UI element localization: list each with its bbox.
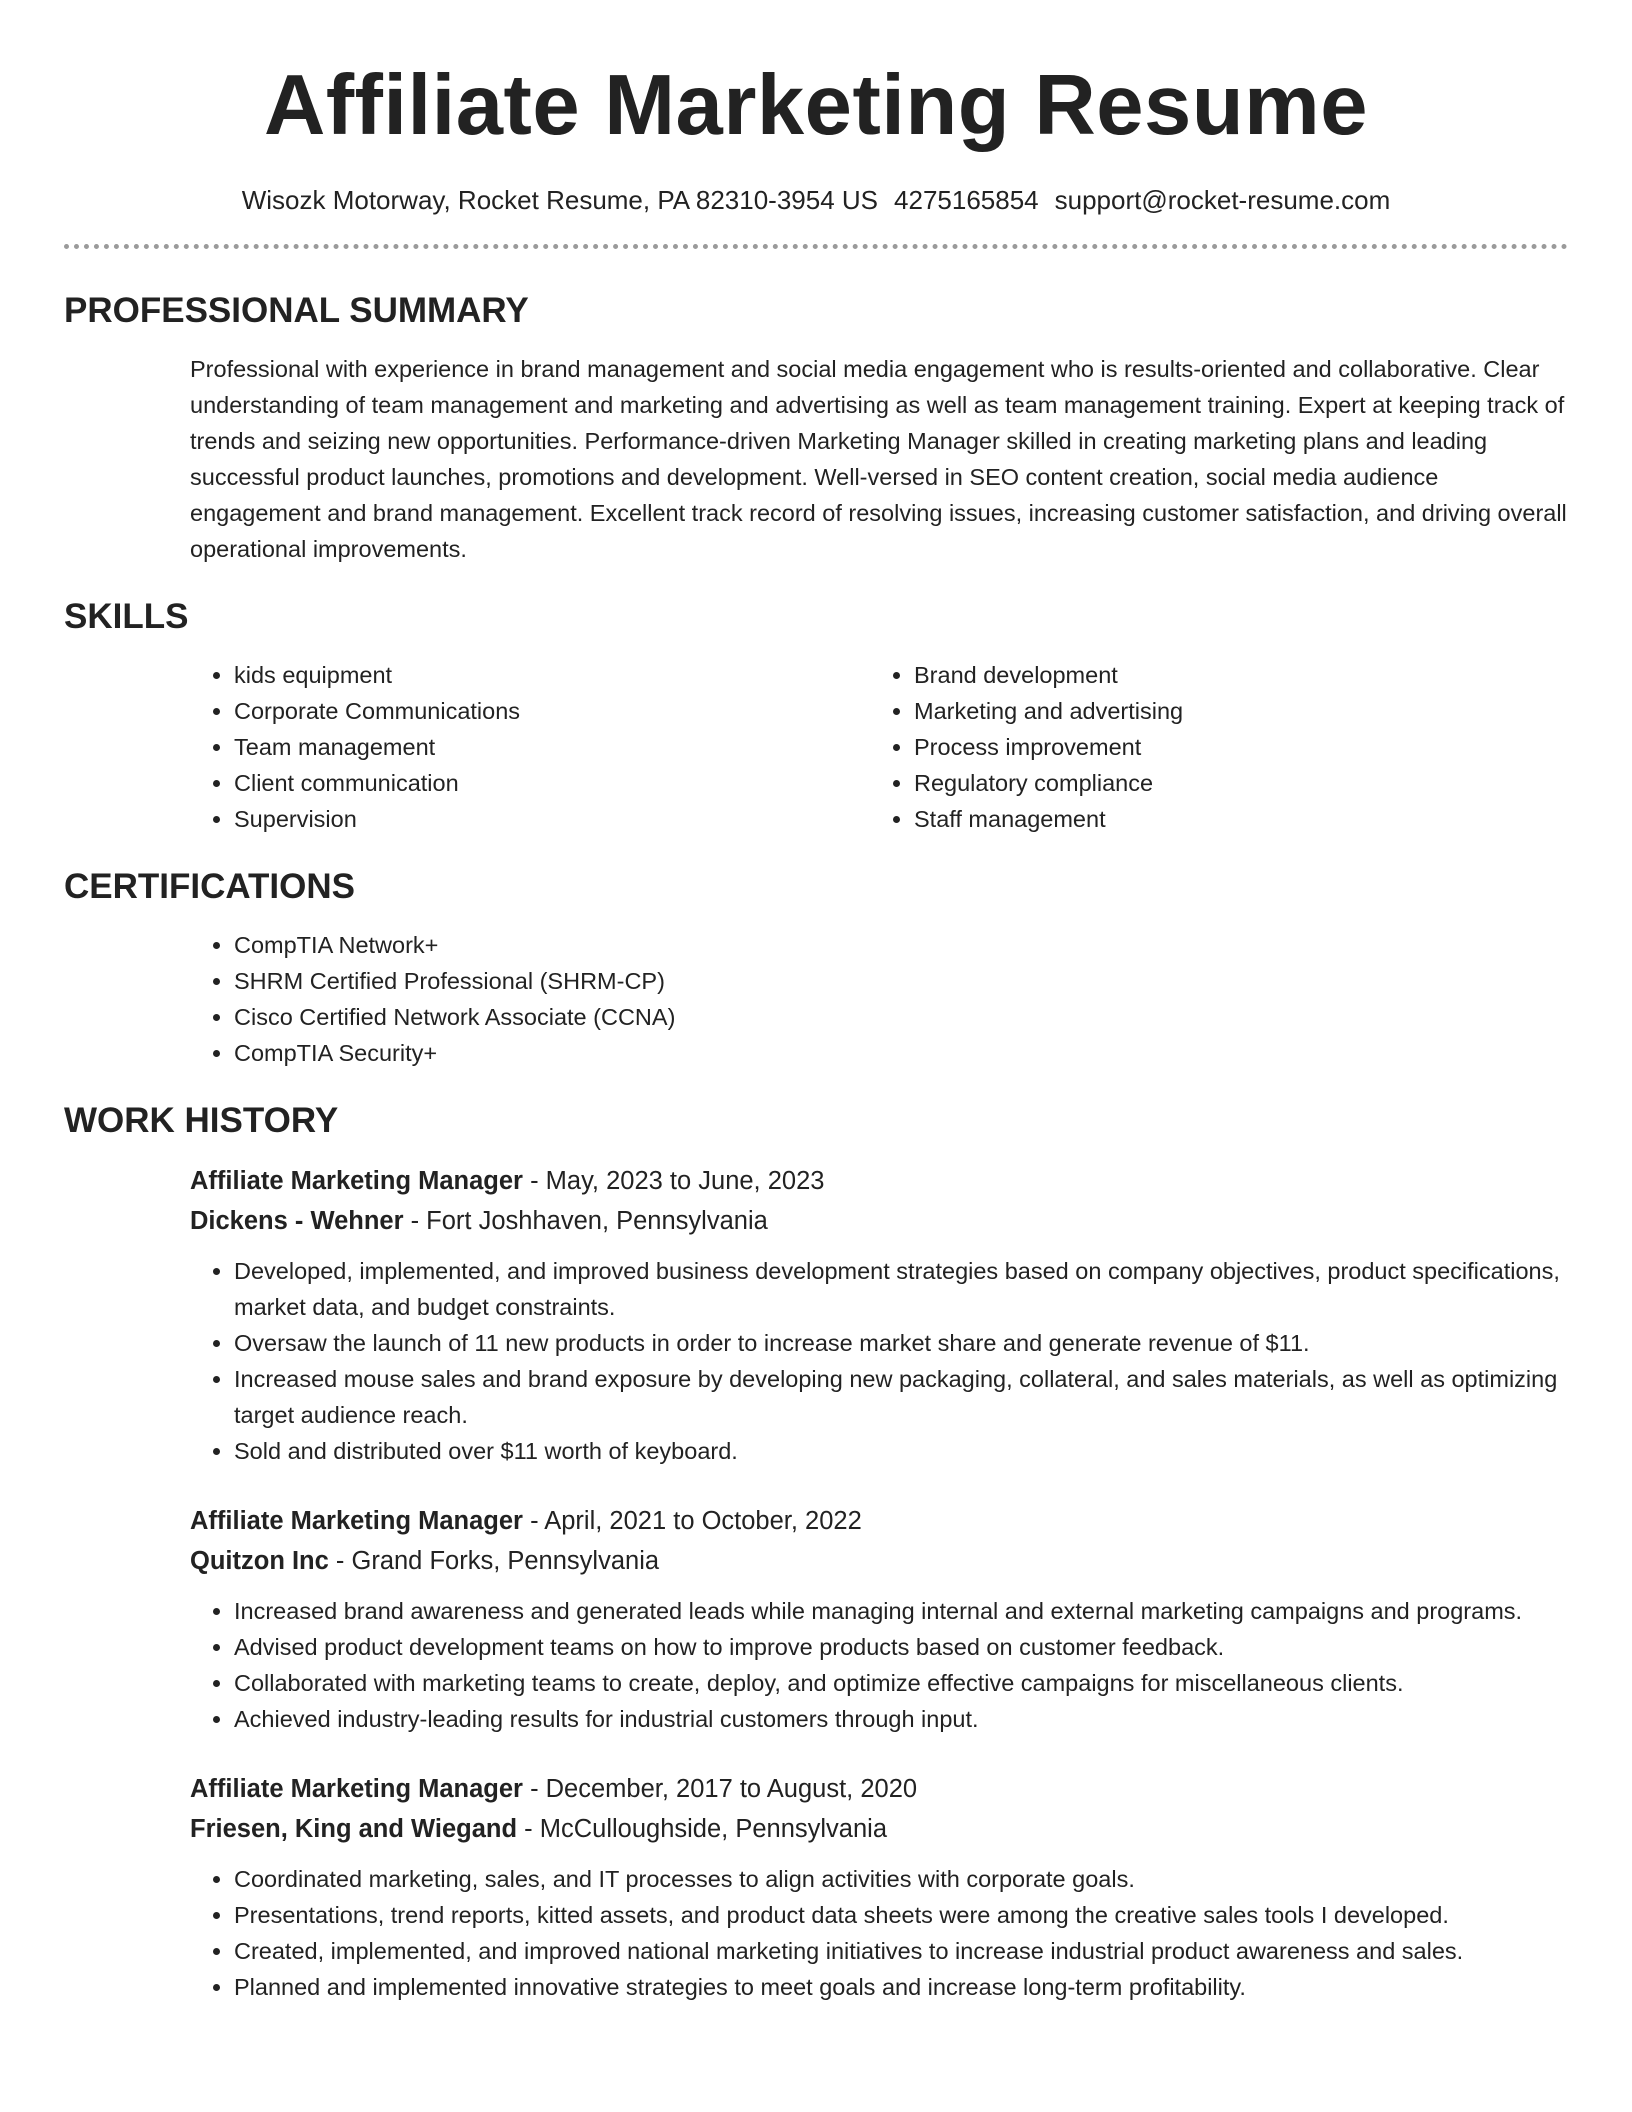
job-location: - Grand Forks, Pennsylvania <box>328 1547 660 1575</box>
certification-item: • CompTIA Security+ <box>234 1035 1568 1071</box>
section-heading-skills: SKILLS <box>64 597 189 636</box>
job-bullet: • Presentations, trend reports, kitted assets, and product data sheets were among the creative sales tools I developed. <box>234 1897 1568 1933</box>
skill-item: • Staff management <box>914 801 1568 837</box>
job-company: Friesen, King and Wiegand <box>190 1815 518 1843</box>
job-bullet: • Developed, implemented, and improved business development strategies based on company objectives, product specifications, market data, and budget constraints. <box>234 1253 1568 1325</box>
job-bullet: • Increased brand awareness and generated leads while managing internal and external marketing campaigns and programs. <box>234 1593 1568 1629</box>
job-bullet: • Collaborated with marketing teams to create, deploy, and optimize effective campaigns for miscellaneous clients. <box>234 1665 1568 1701</box>
skill-item: • Client communication <box>234 765 870 801</box>
certifications-section <box>64 865 1568 1071</box>
job-title: Affiliate Marketing Manager <box>190 1507 523 1535</box>
section-heading-work-history: WORK HISTORY <box>64 1101 339 1140</box>
job-bullet: • Sold and distributed over $11 worth of keyboard. <box>234 1433 1568 1469</box>
summary-section <box>64 289 1568 567</box>
skills-section <box>64 595 1568 837</box>
skills-list-right <box>870 657 1568 837</box>
job-company-line <box>190 1541 1568 1581</box>
job-dates: - April, 2021 to October, 2022 <box>522 1507 862 1535</box>
certification-item: • SHRM Certified Professional (SHRM-CP) <box>234 963 1568 999</box>
certification-item: • CompTIA Network+ <box>234 927 1568 963</box>
job-bullets <box>190 1593 1568 1737</box>
skill-item: • kids equipment <box>234 657 870 693</box>
contact-email[interactable]: support@rocket-resume.com <box>1054 185 1391 215</box>
skills-list-left <box>190 657 870 837</box>
skill-item: • Regulatory compliance <box>914 765 1568 801</box>
resume-title: Affiliate Marketing Resume <box>263 58 1369 153</box>
job-title-line <box>190 1501 1568 1541</box>
skill-item: • Team management <box>234 729 870 765</box>
skill-item: • Marketing and advertising <box>914 693 1568 729</box>
job-location: - Fort Joshhaven, Pennsylvania <box>403 1207 768 1235</box>
job-location: - McCulloughside, Pennsylvania <box>517 1815 887 1843</box>
skill-item: • Brand development <box>914 657 1568 693</box>
contact-phone: 4275165854 <box>894 185 1039 215</box>
job-entry <box>190 1769 1568 2005</box>
job-bullet: • Planned and implemented innovative strategies to meet goals and increase long-term profitability. <box>234 1969 1568 2005</box>
job-entry <box>190 1501 1568 1737</box>
job-bullet: • Coordinated marketing, sales, and IT processes to align activities with corporate goals. <box>234 1861 1568 1897</box>
job-bullets <box>190 1253 1568 1469</box>
job-bullet: • Oversaw the launch of 11 new products in order to increase market share and generate revenue of $11. <box>234 1325 1568 1361</box>
job-bullet: • Advised product development teams on how to improve products based on customer feedback. <box>234 1629 1568 1665</box>
job-company-line <box>190 1809 1568 1849</box>
contact-address: Wisozk Motorway, Rocket Resume, PA 82310-3954 US <box>241 185 879 215</box>
job-title: Affiliate Marketing Manager <box>190 1167 523 1195</box>
job-entry <box>190 1161 1568 1469</box>
job-bullet: • Created, implemented, and improved national marketing initiatives to increase industrial product awareness and sales. <box>234 1933 1568 1969</box>
certification-item: • Cisco Certified Network Associate (CCNA) <box>234 999 1568 1035</box>
job-company: Dickens - Wehner <box>190 1207 404 1235</box>
job-company-line <box>190 1201 1568 1241</box>
skill-item: • Supervision <box>234 801 870 837</box>
skill-item: • Corporate Communications <box>234 693 870 729</box>
job-title-line <box>190 1769 1568 1809</box>
job-title: Affiliate Marketing Manager <box>190 1775 523 1803</box>
contact-line <box>64 184 1568 216</box>
job-company: Quitzon Inc <box>190 1547 329 1575</box>
job-bullet: • Increased mouse sales and brand exposure by developing new packaging, collateral, and sales materials, as well as optimizing target audience reach. <box>234 1361 1568 1433</box>
job-dates: - December, 2017 to August, 2020 <box>522 1775 918 1803</box>
summary-body <box>190 351 1568 567</box>
certifications-body <box>190 927 1568 1071</box>
skill-item: • Process improvement <box>914 729 1568 765</box>
section-heading-summary: PROFESSIONAL SUMMARY <box>64 291 529 330</box>
job-dates: - May, 2023 to June, 2023 <box>522 1167 825 1195</box>
section-heading-certifications: CERTIFICATIONS <box>64 867 356 906</box>
work-history-section <box>64 1099 1568 2005</box>
job-bullet: • Achieved industry-leading results for industrial customers through input. <box>234 1701 1568 1737</box>
header-divider <box>64 244 1568 249</box>
job-title-line <box>190 1161 1568 1201</box>
job-bullets <box>190 1861 1568 2005</box>
certifications-list <box>190 927 1568 1071</box>
skills-grid <box>190 657 1568 837</box>
summary-text: Professional with experience in brand management and social media engagement who is results-oriented and collaborative. Clear understanding of team management and marketing and advertising as well as team management training. Expert at keeping track of trends and seizing new opportunities. Performance-driven Marketing Manager skilled in creating marketing plans and leading successful product launches, promotions and development. Well-versed in SEO content creation, social media audience engagement and brand management. Excellent track record of resolving issues, increasing customer satisfaction, and driving overall operational improvements. <box>190 356 1567 562</box>
